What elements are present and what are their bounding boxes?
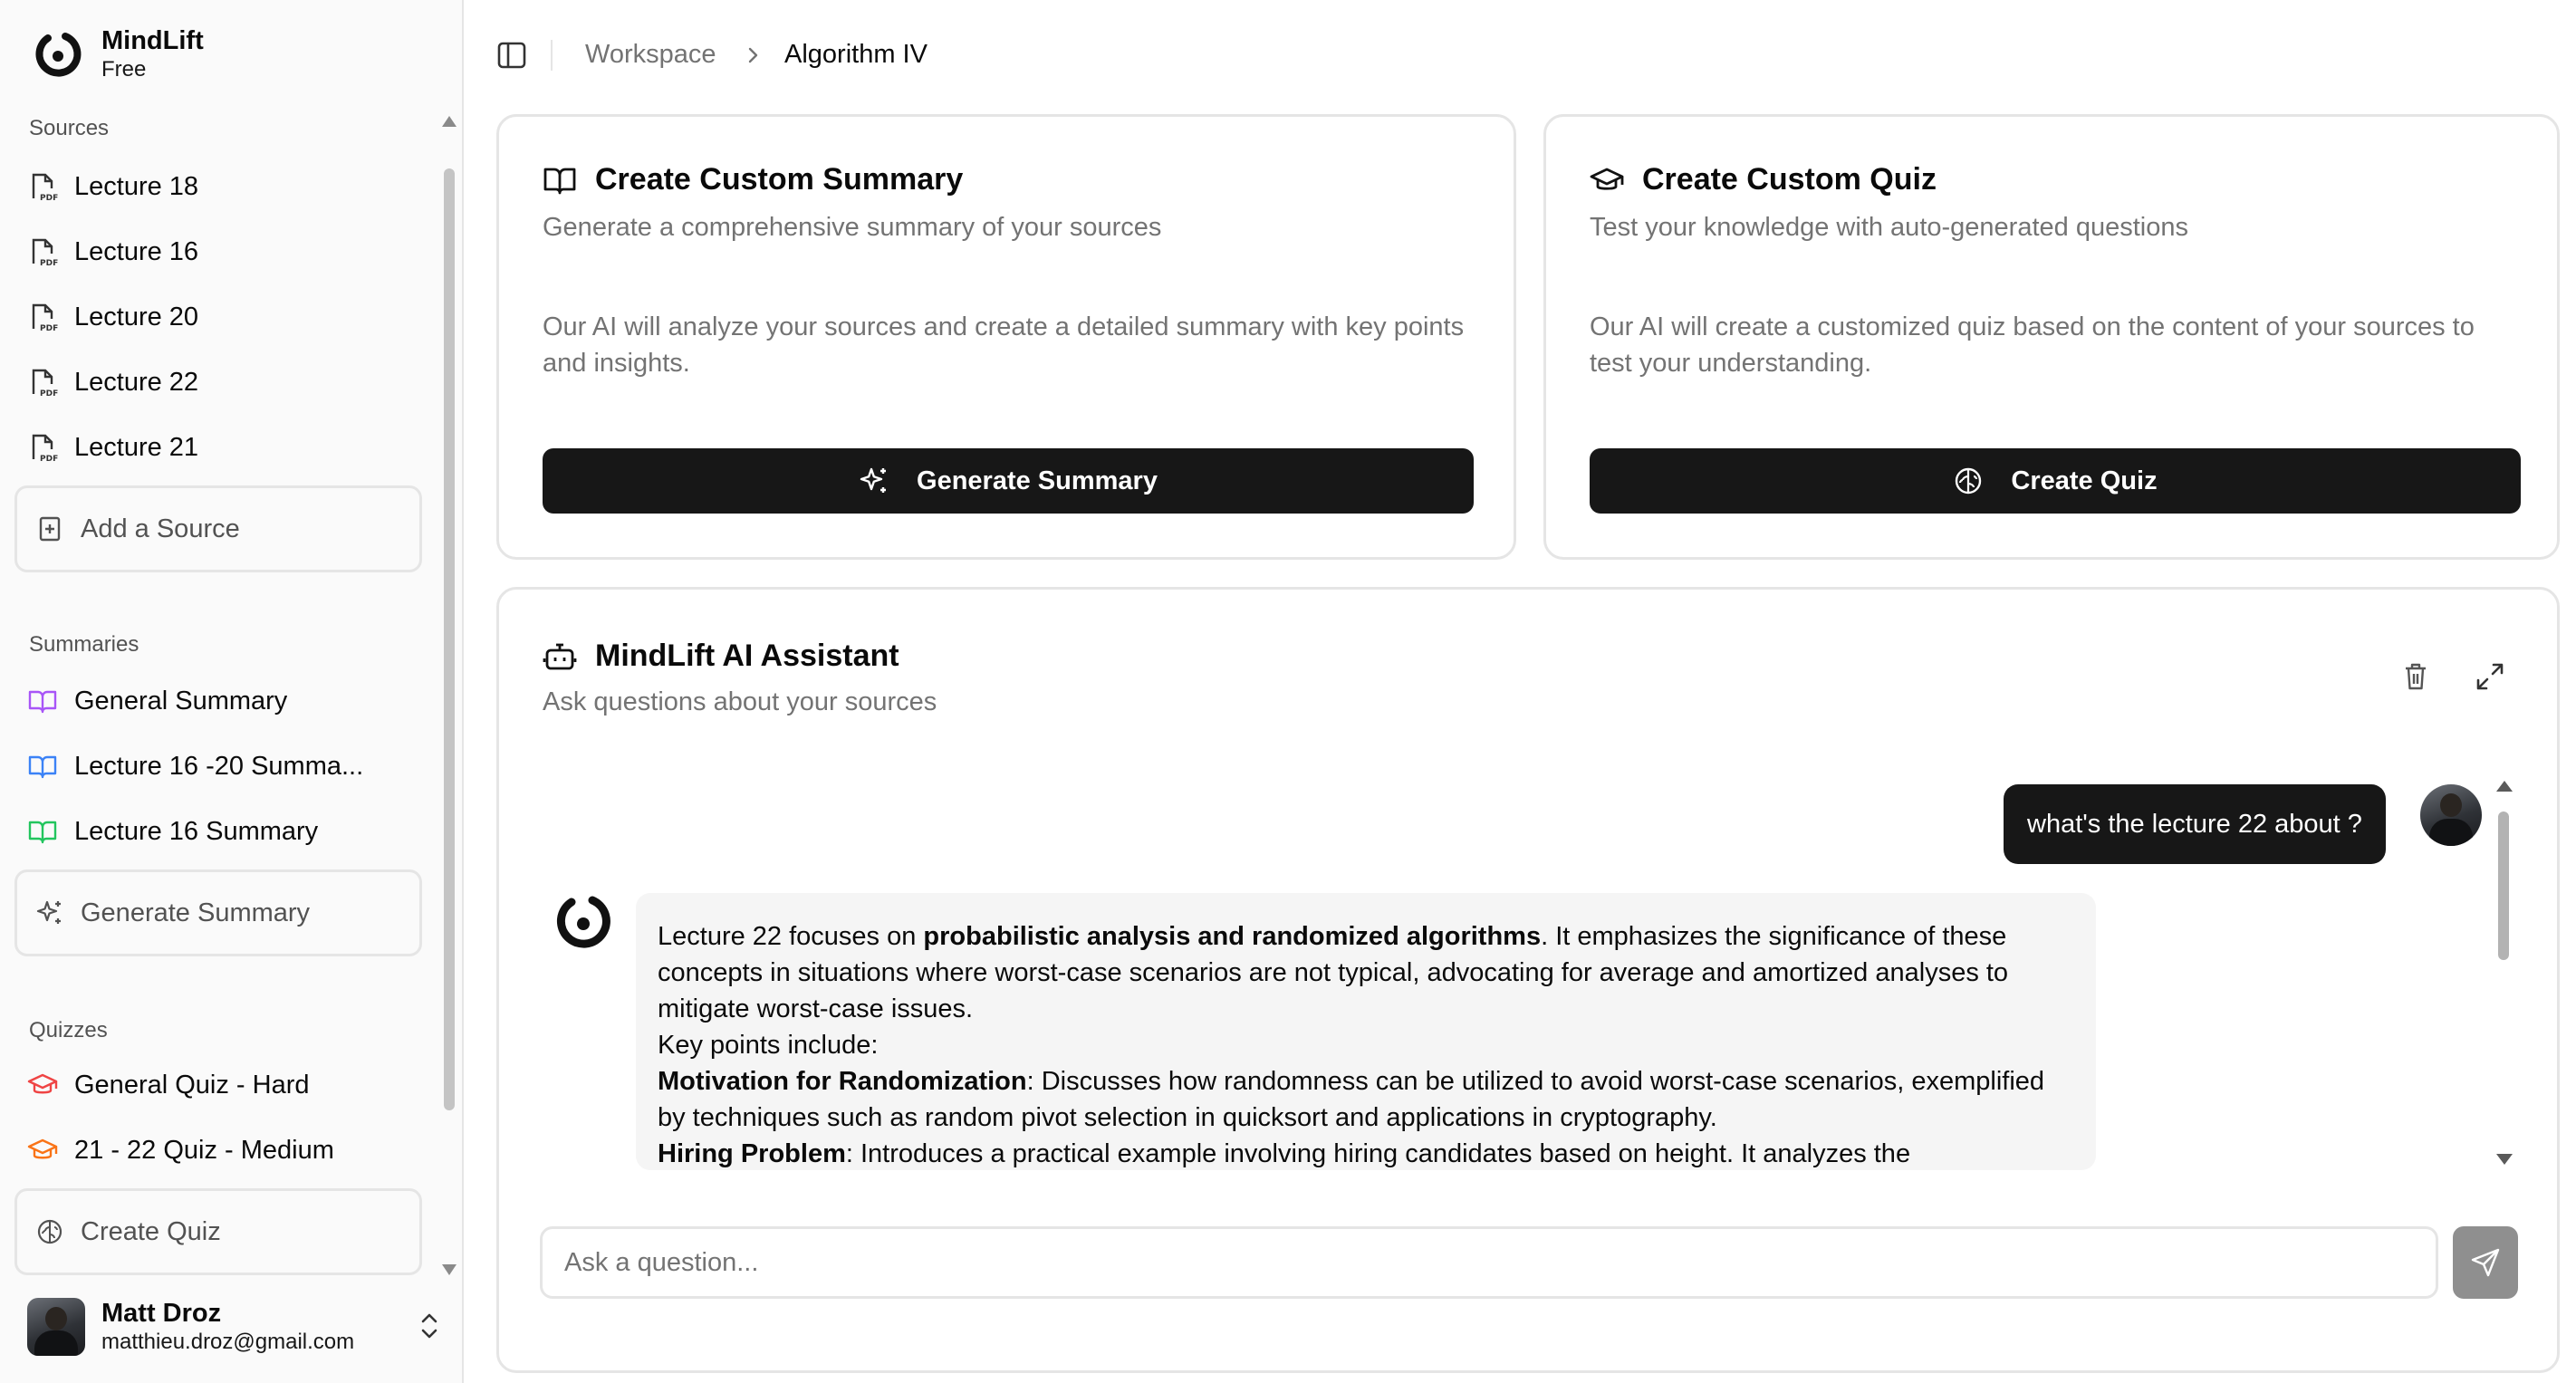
source-label: Lecture 18 — [74, 171, 199, 201]
summaries-section-title: Summaries — [29, 632, 139, 657]
summary-label: Lecture 16 Summary — [74, 816, 319, 846]
bot-point-text: : Introduces a practical example involving hiring candidates based on height. It analyzes the — [845, 1139, 1911, 1168]
bot-text: Lecture 22 focuses on — [658, 922, 924, 951]
breadcrumb-workspace[interactable]: Workspace — [585, 40, 716, 69]
sidebar-scroll-area — [0, 107, 464, 1275]
expand-icon[interactable] — [2470, 657, 2510, 696]
graduation-cap-icon — [1590, 163, 1624, 197]
quizzes-section-title: Quizzes — [29, 1018, 108, 1042]
user-menu[interactable] — [27, 1286, 444, 1368]
pdf-file-icon — [27, 367, 58, 398]
sidebar-generate-summary-button[interactable] — [14, 869, 422, 956]
svg-text:PDF: PDF — [40, 324, 58, 332]
generate-summary-button[interactable] — [543, 448, 1474, 514]
avatar — [27, 1298, 85, 1356]
summary-card-title-text: Create Custom Summary — [595, 162, 964, 197]
brain-icon — [35, 1217, 64, 1246]
chat-scrollbar[interactable] — [2493, 781, 2514, 1165]
quiz-item-general-hard[interactable] — [27, 1058, 426, 1112]
sidebar-scrollbar-thumb[interactable] — [444, 168, 455, 1110]
summary-label: General Summary — [74, 686, 288, 716]
pdf-file-icon — [27, 432, 58, 463]
bot-key-points-label: Key points include: — [658, 1031, 879, 1060]
assistant-title-text: MindLift AI Assistant — [595, 639, 899, 673]
book-icon — [27, 686, 58, 716]
sidebar — [0, 0, 464, 1383]
source-label: Lecture 16 — [74, 236, 199, 266]
create-quiz-button-label: Create Quiz — [2011, 466, 2158, 495]
scroll-down-arrow-icon[interactable] — [2496, 1154, 2513, 1165]
mindlift-bot-logo-icon — [553, 891, 614, 953]
add-file-icon — [35, 514, 64, 543]
generate-summary-label: Generate Summary — [81, 898, 311, 927]
bot-point-text: : Discusses how randomness can be utilized to avoid worst-case scenarios, exemplified by techniques such as random pivot selection in quicksort and applications in cryptography. — [658, 1067, 2045, 1132]
scroll-down-arrow-icon[interactable] — [442, 1264, 457, 1275]
brand-name: MindLift — [101, 26, 204, 55]
scroll-up-arrow-icon[interactable] — [442, 116, 457, 127]
quiz-card-description: Our AI will create a customized quiz based on the content of your sources to test your understanding. — [1590, 312, 2475, 378]
add-source-label: Add a Source — [81, 514, 240, 543]
source-item-lecture-22[interactable] — [27, 355, 426, 409]
summary-label: Lecture 16 -20 Summa... — [74, 751, 364, 781]
topbar-divider — [551, 40, 553, 71]
graduation-cap-icon — [27, 1070, 58, 1100]
quiz-label: General Quiz - Hard — [74, 1070, 310, 1100]
summary-item-lecture-16[interactable] — [27, 804, 426, 859]
sources-section-title: Sources — [29, 116, 110, 140]
mindlift-logo-icon — [33, 29, 83, 80]
assistant-title — [543, 639, 899, 674]
book-icon — [27, 751, 58, 782]
user-name: Matt Droz — [101, 1299, 222, 1328]
summary-item-general[interactable] — [27, 674, 426, 728]
source-item-lecture-21[interactable] — [27, 420, 426, 475]
source-label: Lecture 21 — [74, 432, 199, 462]
pdf-file-icon — [27, 302, 58, 332]
quiz-card-title-text: Create Custom Quiz — [1642, 162, 1937, 197]
create-quiz-button[interactable] — [1590, 448, 2521, 514]
sidebar-toggle-icon[interactable] — [496, 40, 527, 71]
custom-summary-card — [496, 114, 1516, 560]
chevron-right-icon — [741, 43, 764, 67]
add-source-button[interactable] — [14, 485, 422, 572]
source-label: Lecture 20 — [74, 302, 199, 331]
bot-point-title: Motivation for Randomization — [658, 1067, 1027, 1096]
generate-summary-button-label: Generate Summary — [917, 466, 1158, 495]
quiz-item-21-22-medium[interactable] — [27, 1123, 426, 1177]
top-bar — [464, 0, 2576, 109]
svg-text:PDF: PDF — [40, 194, 58, 202]
summary-card-title — [543, 162, 963, 197]
bot-text: . It emphasizes the significance of these concepts in situations where worst-case scenarios are not typical, advocating for average and amortized analyses to mitigate worst-case issues. — [658, 922, 2009, 1023]
svg-text:PDF: PDF — [40, 259, 58, 267]
user-message-text: what's the lecture 22 about ? — [2027, 809, 2362, 839]
user-email: matthieu.droz@gmail.com — [101, 1330, 355, 1354]
chevrons-up-down-icon — [415, 1310, 444, 1342]
svg-text:PDF: PDF — [40, 389, 58, 398]
source-item-lecture-18[interactable] — [27, 159, 426, 214]
sidebar-scrollbar[interactable] — [438, 116, 460, 1275]
book-icon — [27, 816, 58, 847]
breadcrumb-current: Algorithm IV — [784, 40, 928, 69]
trash-icon[interactable] — [2396, 657, 2436, 696]
chat-scrollbar-thumb[interactable] — [2498, 812, 2509, 960]
user-message — [2004, 784, 2386, 864]
source-item-lecture-16[interactable] — [27, 225, 426, 279]
ask-question-input[interactable] — [540, 1226, 2438, 1299]
custom-quiz-card — [1543, 114, 2560, 560]
send-icon — [2470, 1247, 2501, 1278]
sparkles-icon — [859, 466, 889, 496]
bot-icon — [543, 639, 577, 674]
quiz-card-title — [1590, 162, 1937, 197]
brain-icon — [1953, 466, 1984, 496]
pdf-file-icon — [27, 171, 58, 202]
source-item-lecture-20[interactable] — [27, 290, 426, 344]
book-open-icon — [543, 163, 577, 197]
summary-card-description: Our AI will analyze your sources and create a detailed summary with key points and insights. — [543, 312, 1465, 378]
summary-card-subtitle: Generate a comprehensive summary of your sources — [543, 213, 1162, 242]
scroll-up-arrow-icon[interactable] — [2496, 781, 2513, 792]
sparkles-icon — [35, 898, 64, 927]
graduation-cap-icon — [27, 1135, 58, 1166]
svg-text:PDF: PDF — [40, 455, 58, 463]
brand[interactable] — [33, 25, 204, 83]
assistant-subtitle: Ask questions about your sources — [543, 687, 937, 716]
brand-plan: Free — [101, 57, 147, 82]
bot-text-bold: probabilistic analysis and randomized algorithms — [923, 922, 1542, 951]
create-quiz-label: Create Quiz — [81, 1216, 221, 1246]
chat-user-avatar — [2420, 784, 2482, 846]
assistant-message — [636, 893, 2096, 1170]
send-button[interactable] — [2453, 1226, 2518, 1299]
summary-item-lecture-16-20[interactable] — [27, 739, 426, 793]
source-label: Lecture 22 — [74, 367, 199, 397]
quiz-label: 21 - 22 Quiz - Medium — [74, 1135, 334, 1165]
bot-point-title: Hiring Problem — [658, 1139, 846, 1168]
sidebar-create-quiz-button[interactable] — [14, 1188, 422, 1275]
pdf-file-icon — [27, 236, 58, 267]
quiz-card-subtitle: Test your knowledge with auto-generated questions — [1590, 213, 2188, 242]
